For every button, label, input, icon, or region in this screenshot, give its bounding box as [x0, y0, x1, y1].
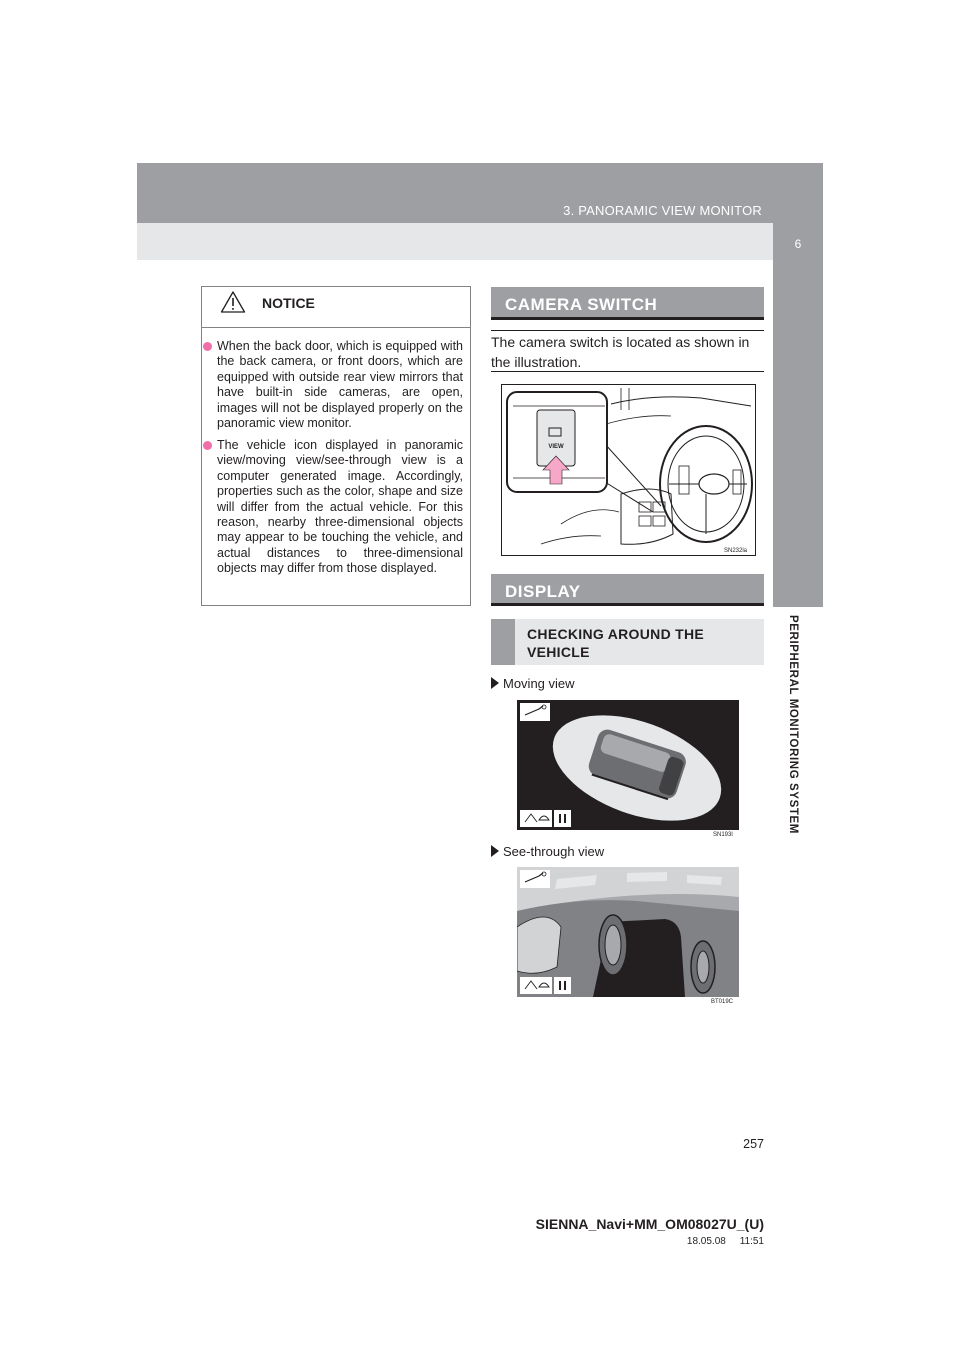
checking-around-heading: CHECKING AROUND THE VEHICLE: [527, 626, 705, 660]
notice-item-text: When the back door, which is equipped with the back camera, or front doors, which are equipped with outside rear view mirrors that have built-in side cameras, are open, images will not be displayed properly on the panoramic view monitor.: [217, 339, 463, 431]
see-through-view-screen: [517, 867, 739, 997]
chapter-title: PERIPHERAL MONITORING SYSTEM: [787, 615, 799, 834]
warning-triangle-icon: [220, 290, 246, 314]
see-through-view-caption: See-through view: [491, 844, 604, 859]
print-date-time: 18.05.08 11:51: [686, 1236, 764, 1247]
notice-label: NOTICE: [262, 295, 315, 311]
bullet-dot-icon: [203, 441, 212, 450]
camera-switch-text: The camera switch is located as shown in the illustration.: [491, 330, 764, 372]
heading-rule: [491, 317, 764, 320]
header-subband: [137, 223, 823, 260]
notice-item: [217, 438, 463, 577]
triangle-bullet-icon: [491, 677, 499, 689]
camera-switch-heading: CAMERA SWITCH: [491, 287, 764, 317]
bullet-dot-icon: [203, 342, 212, 351]
heading-rule: [491, 603, 764, 606]
document-id: SIENNA_Navi+MM_OM08027U_(U): [535, 1216, 764, 1232]
moving-view-caption: Moving view: [491, 676, 575, 691]
notice-item: [217, 339, 463, 431]
triangle-bullet-icon: [491, 845, 499, 857]
notice-item-text: The vehicle icon displayed in panoramic view/moving view/see-through view is a computer generated image. Accordingly, properties such as the color, shape and size will differ from the actual vehicle. For this reason, nearby three-dimensional objects may appear to be touching the vehicle, and actual distances to three-dimensional objects may differ from those displayed.: [217, 438, 463, 576]
chapter-tab: [773, 223, 823, 607]
figure-code: SN193l: [713, 832, 733, 838]
view-button-label: VIEW: [548, 444, 564, 450]
chapter-number: 6: [794, 237, 802, 251]
subheading-bar: [491, 619, 515, 665]
figure-code: SN232la: [723, 548, 747, 554]
camera-switch-illustration: [501, 384, 756, 556]
display-heading: DISPLAY: [491, 574, 764, 604]
moving-view-screen: [517, 700, 739, 830]
page-number: 257: [743, 1137, 764, 1151]
figure-code: BT019C: [711, 999, 734, 1005]
section-title: 3. PANORAMIC VIEW MONITOR: [563, 203, 762, 218]
